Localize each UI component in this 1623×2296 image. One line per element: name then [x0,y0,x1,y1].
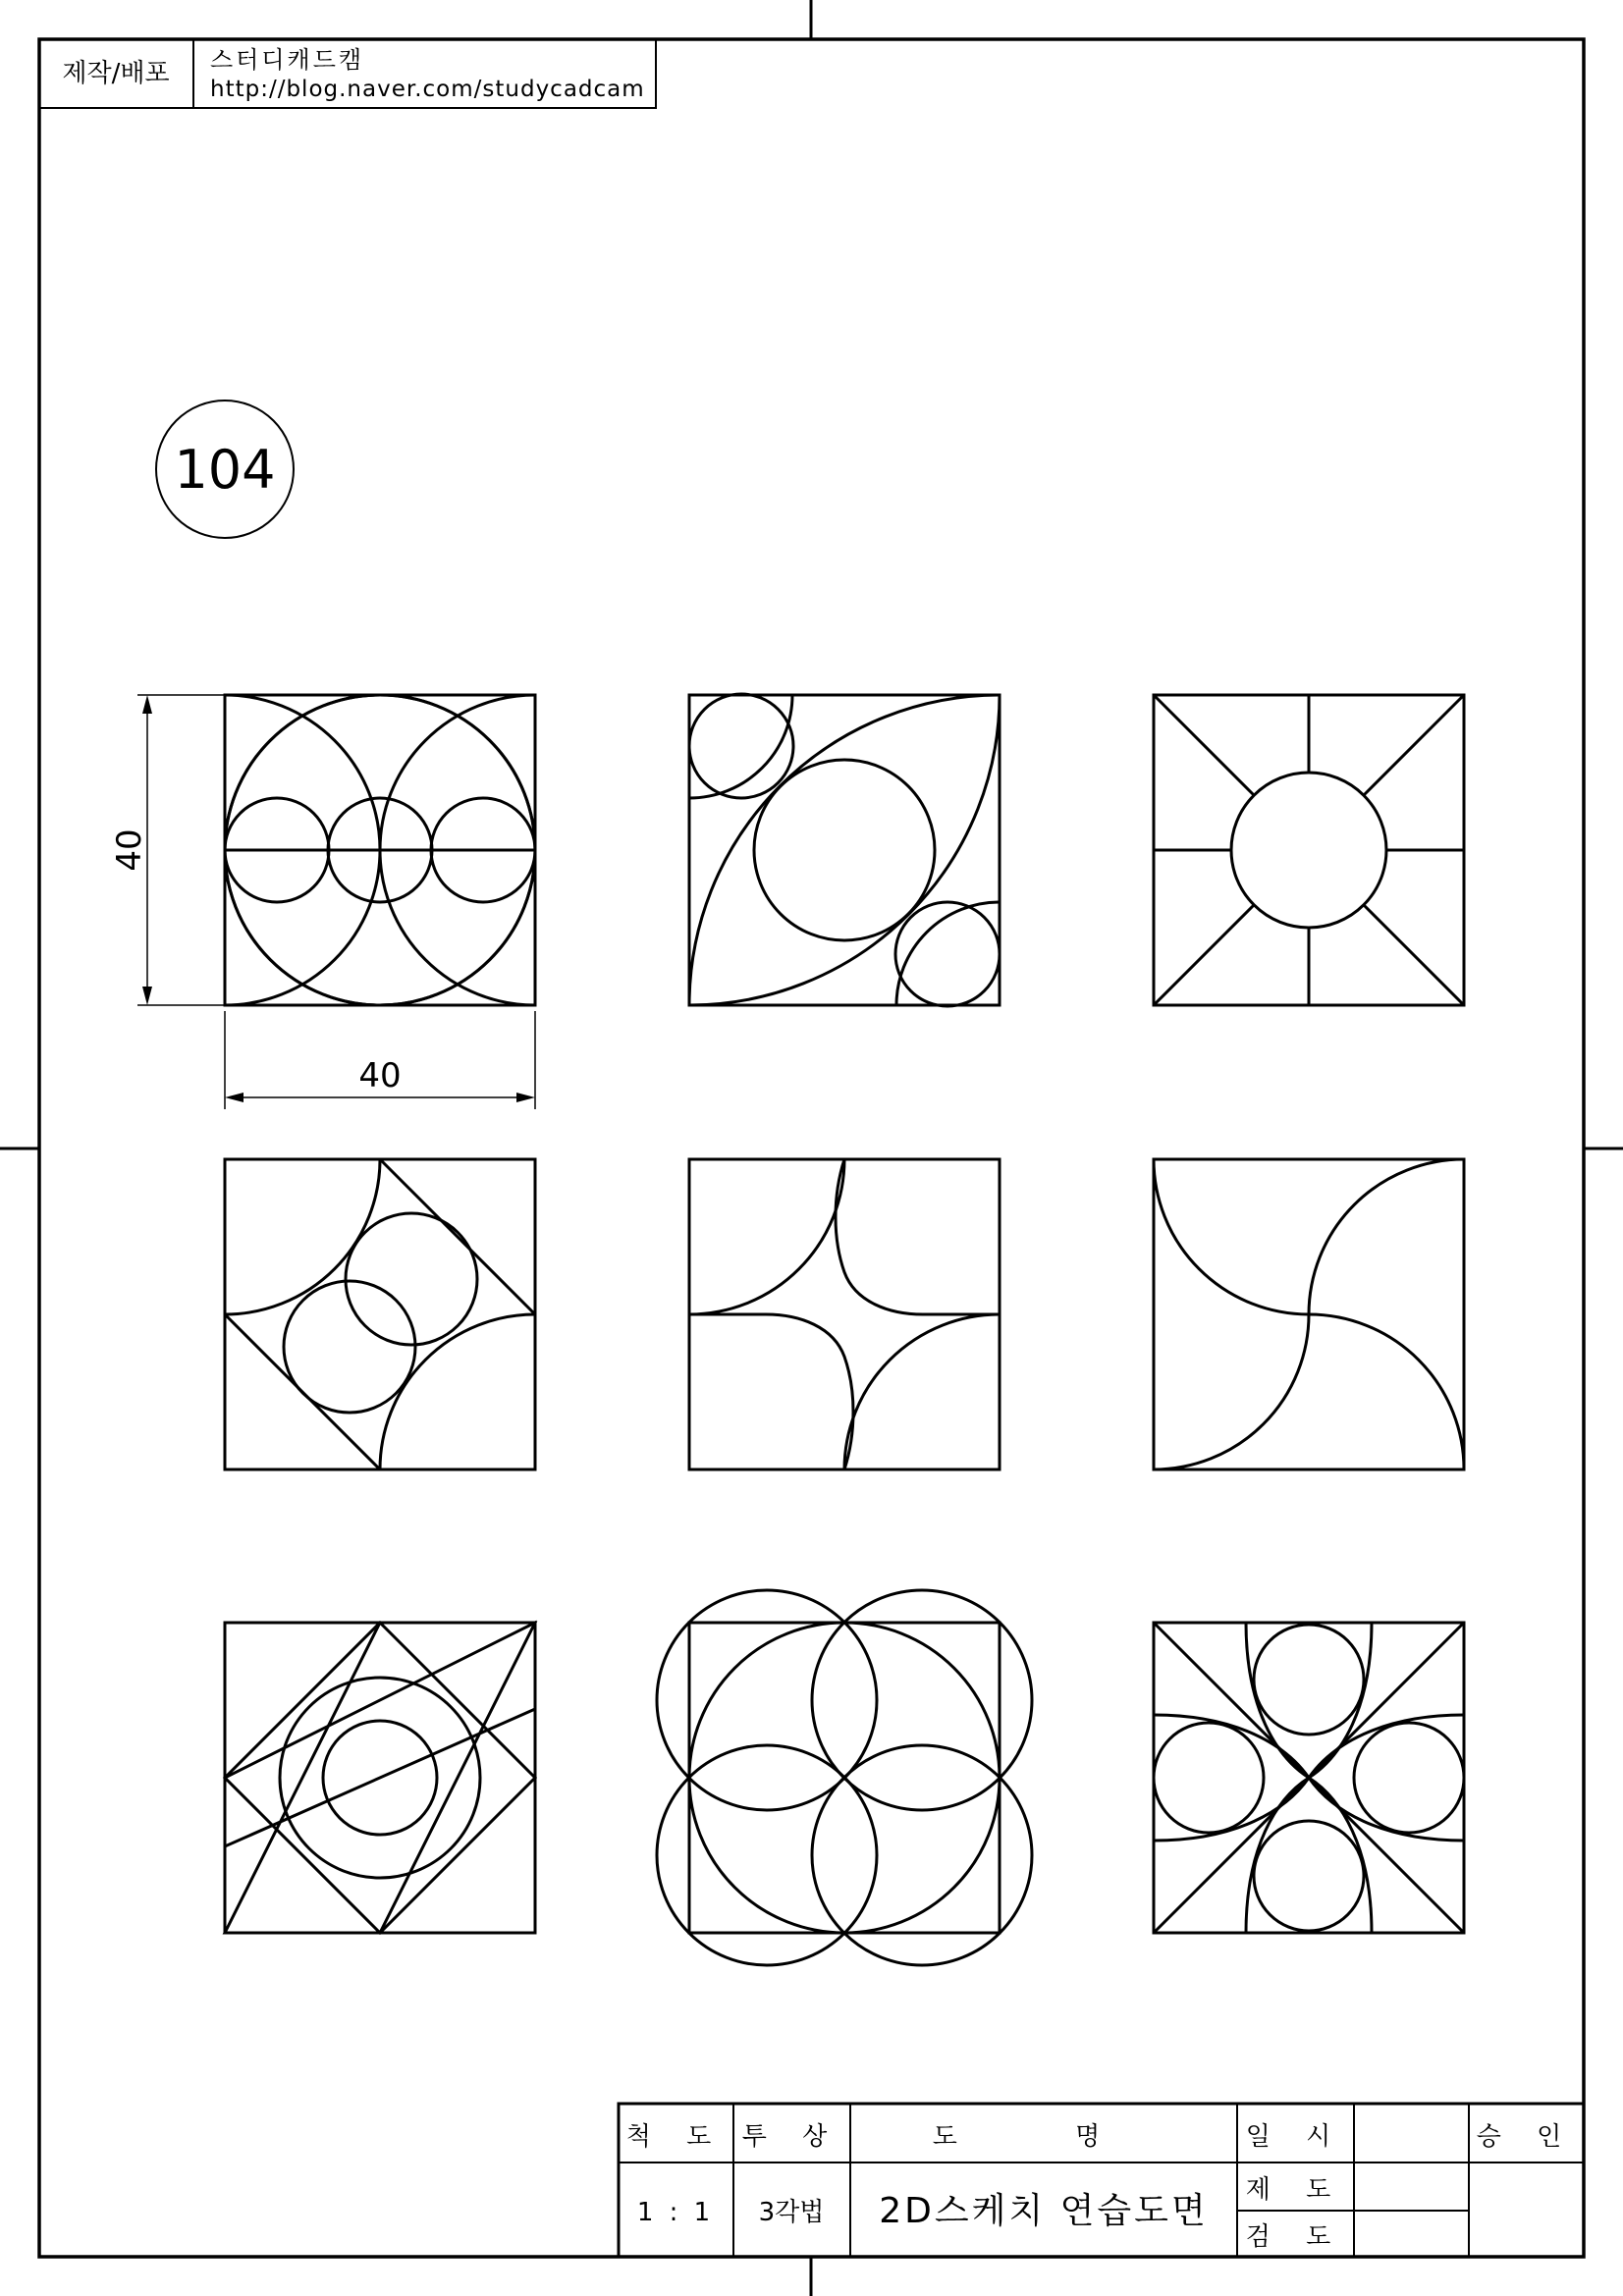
approval-label: 승 인 [1476,2122,1576,2152]
drawing-name-value: 2D스케치 연습도면 [879,2191,1209,2231]
dimension-height [110,695,224,1005]
width-dimension-text: 40 [358,1056,402,1095]
pattern-9 [1154,1623,1464,1933]
maker-name: 스터디캐드캠 [210,46,365,74]
drafter-label: 제 도 [1245,2175,1345,2205]
projection-value: 3각법 [758,2198,825,2227]
maker-label: 제작/배포 [62,59,170,88]
date-label: 일 시 [1245,2122,1345,2152]
pattern-7 [225,1623,535,1933]
drawing-name-label: 도 명 [932,2122,1156,2152]
dimension-width [225,1011,535,1109]
scale-value: 1 : 1 [636,2198,715,2227]
drawing-number-badge [156,400,294,538]
height-dimension-text: 40 [110,828,149,872]
projection-label: 투 상 [741,2122,841,2152]
pattern-2 [689,694,1000,1006]
pattern-8 [657,1590,1032,1965]
pattern-3 [1154,695,1464,1005]
header-box [39,39,656,108]
pattern-4 [225,1159,535,1469]
scale-label: 척 도 [625,2122,726,2152]
checker-label: 검 도 [1245,2222,1345,2252]
title-block [619,2104,1584,2257]
pattern-1 [225,695,535,1005]
drawing-number: 104 [174,439,276,501]
pattern-6 [1154,1159,1464,1469]
pattern-5 [689,1159,1000,1469]
maker-url: http://blog.naver.com/studycadcam [210,77,645,102]
